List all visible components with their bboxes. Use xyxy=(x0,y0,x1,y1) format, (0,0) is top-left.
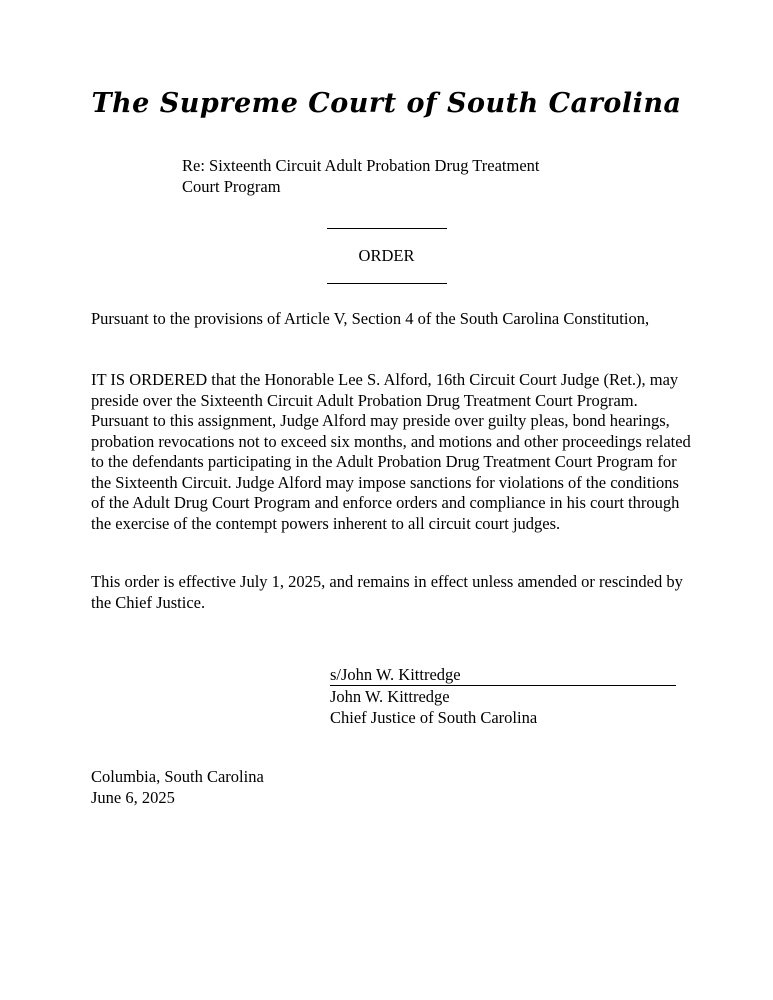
order-rule-bottom xyxy=(327,283,447,284)
signer-name: John W. Kittredge xyxy=(330,687,450,706)
electronic-signature: s/John W. Kittredge xyxy=(330,665,461,684)
location-date-block xyxy=(91,766,391,808)
body-paragraph-effective: This order is effective July 1, 2025, and remains in effect unless amended or rescinded by the Chief Justice. xyxy=(91,572,683,612)
court-title: The Supreme Court of South Carolina xyxy=(91,88,682,119)
body-paragraph-order: IT IS ORDERED that the Honorable Lee S. Alford, 16th Circuit Court Judge (Ret.), may preside over the Sixteenth Circuit Adult Probation Drug Treatment Court Program. Pursuant to this assignment, Judge Alford may preside over guilty pleas, bond hearings, probation revocations not to exceed six months, and motions and other proceedings related to the defendants participating in the Adult Probation Drug Treatment Court Program for the Sixteenth Circuit. Judge Alford may impose sanctions for violations of the conditions of the Adult Drug Court Program and enforce orders and compliance in his court through the exercise of the contempt powers inherent to all circuit court judges. xyxy=(91,370,691,533)
signer-title: Chief Justice of South Carolina xyxy=(330,708,538,727)
order-heading: ORDER xyxy=(358,246,415,265)
signature-line xyxy=(330,664,676,686)
reference-block xyxy=(182,155,602,197)
order-rule-top xyxy=(327,228,447,229)
body-paragraph-authority: Pursuant to the provisions of Article V, Section 4 of the South Carolina Constitution, xyxy=(91,309,650,328)
signature-block xyxy=(330,664,676,728)
order-date: June 6, 2025 xyxy=(91,788,175,807)
reference-line-2: Court Program xyxy=(182,177,281,196)
location-city: Columbia, South Carolina xyxy=(91,767,264,786)
reference-line-1: Re: Sixteenth Circuit Adult Probation Drug Treatment xyxy=(182,156,540,175)
